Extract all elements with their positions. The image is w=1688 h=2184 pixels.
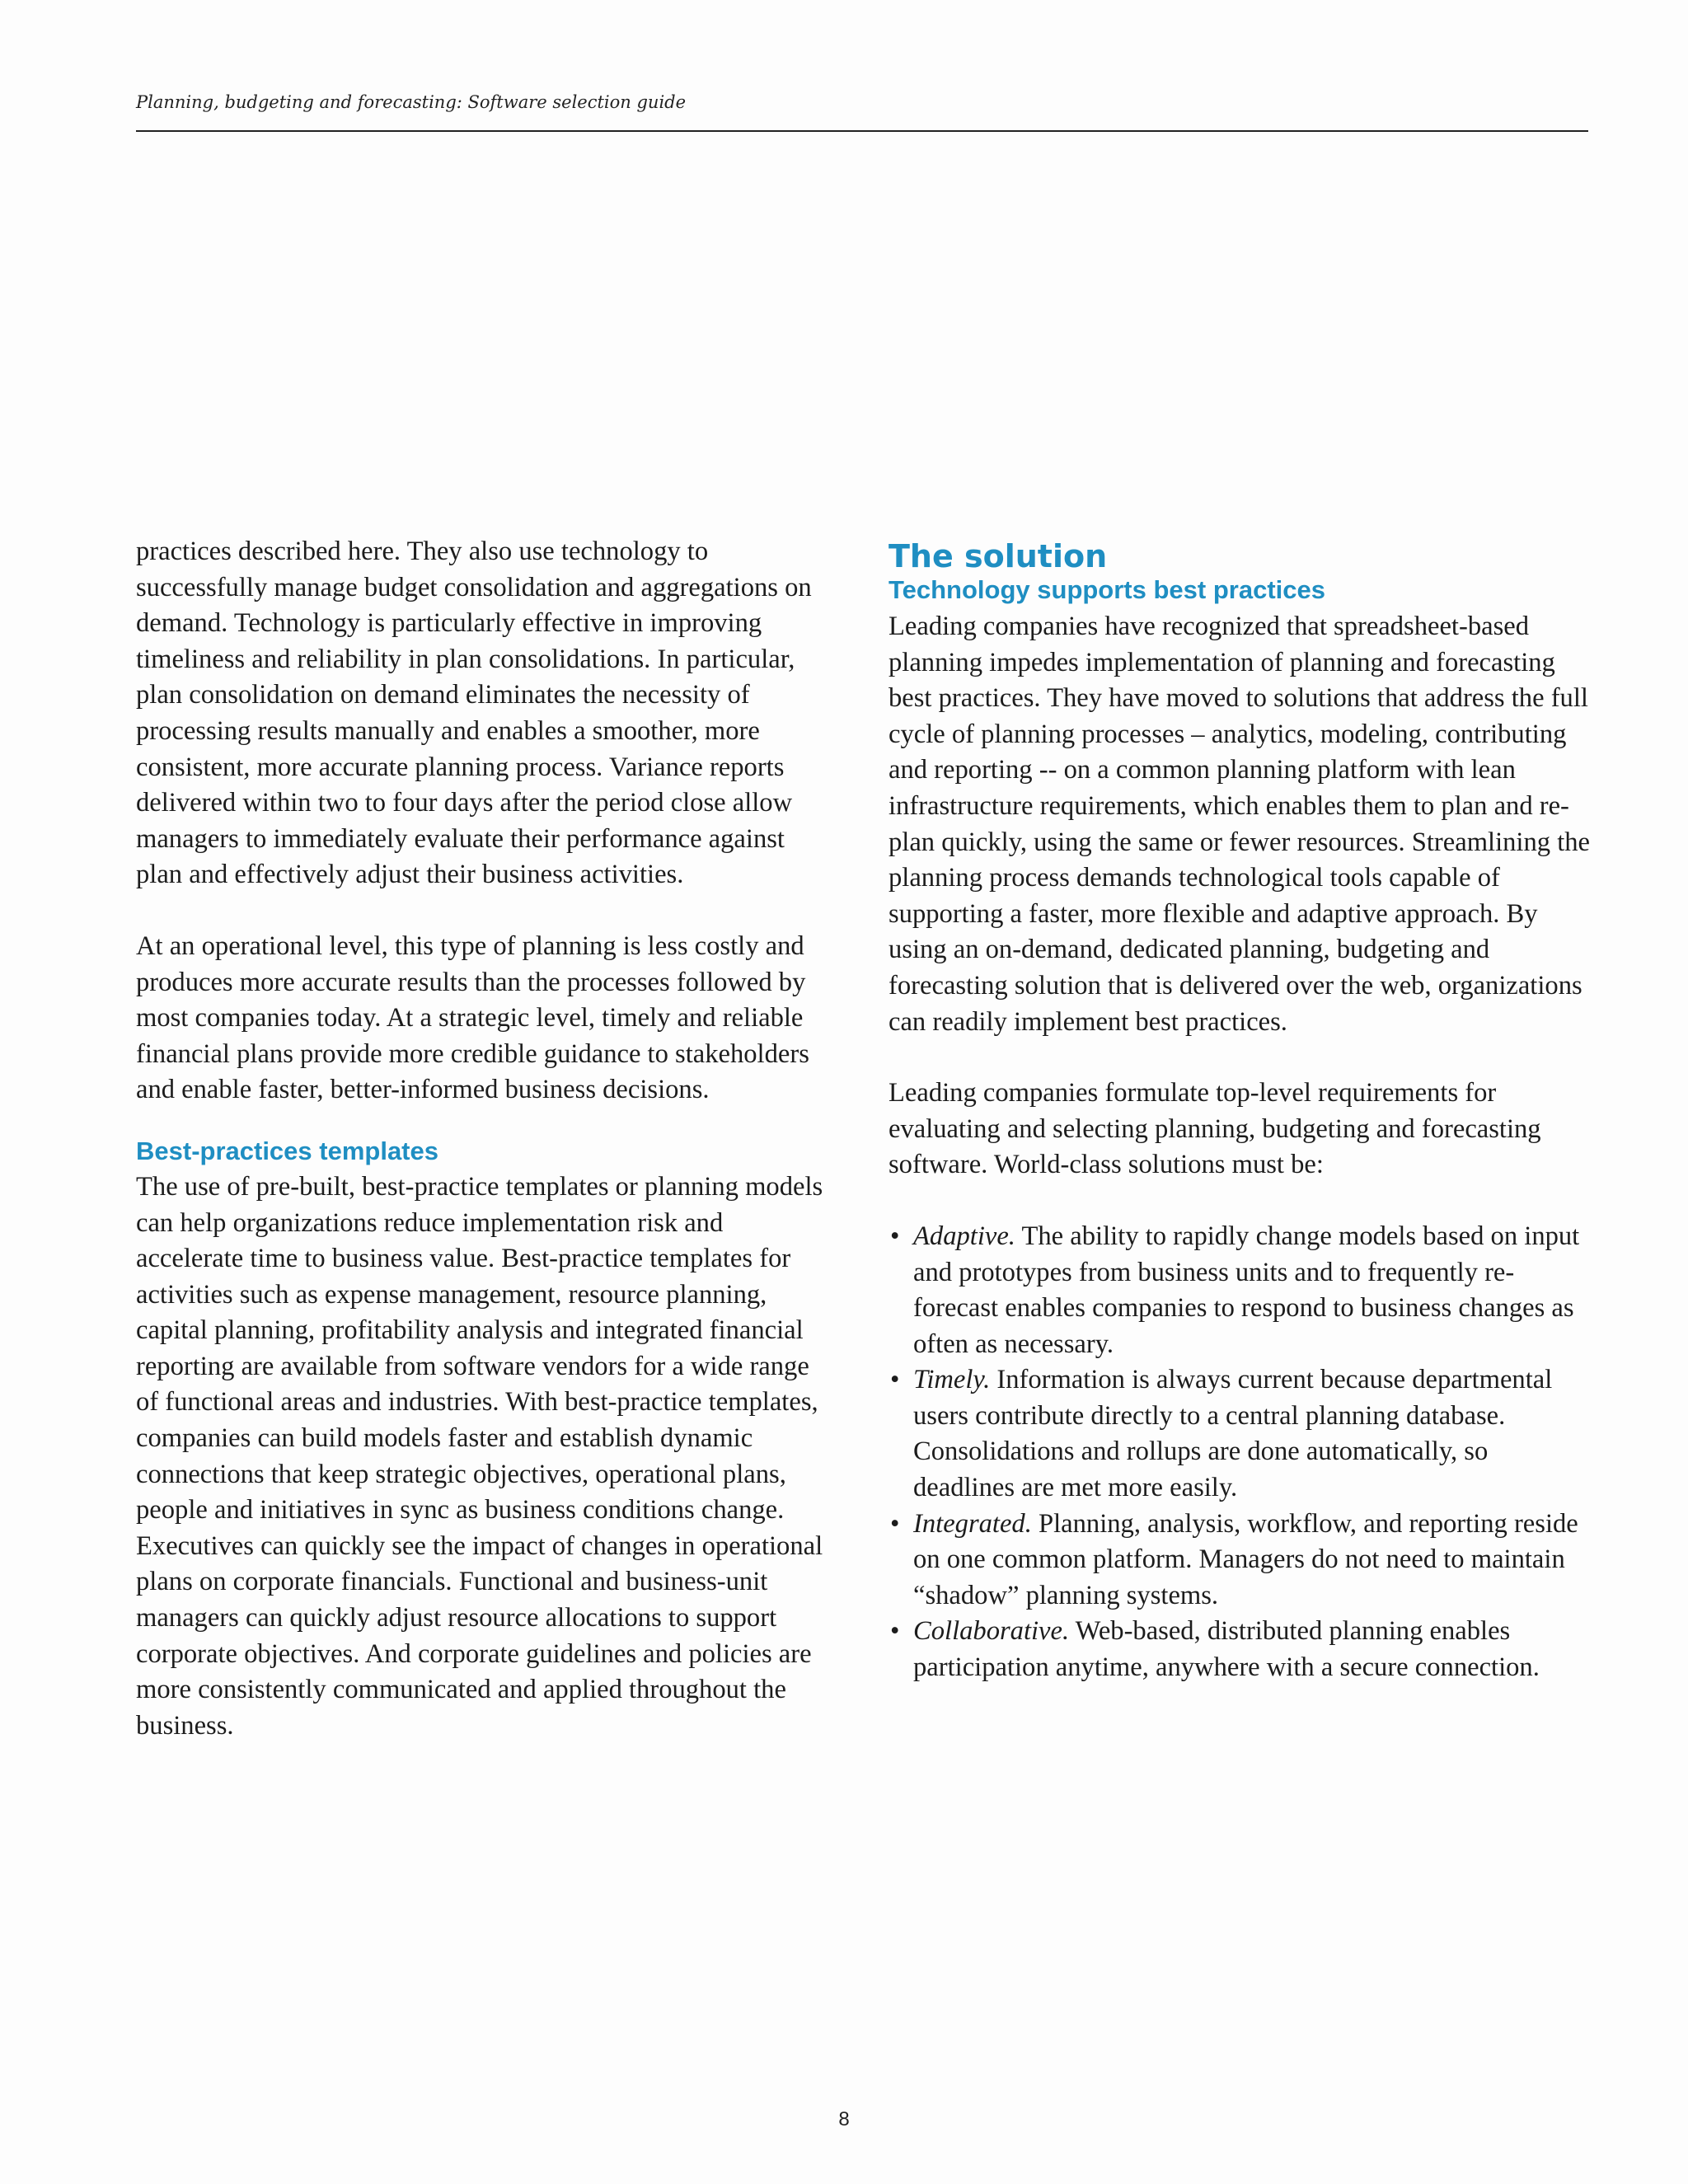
bullet-text: The ability to rapidly change models based on input and prototypes from business units and to frequently re-forecast enables companies to respond to business changes as often as necessary. <box>913 1221 1580 1359</box>
left-paragraph-1: practices described here. They also use technology to successfully manage budget consolidation and aggregations on demand. Technology is particularly effective in improving timeliness and reliability in plan consolidations. In particular, plan consolidation on demand eliminates the necessity of processing results manually and enables a smoother, more consistent, more accurate planning process. Variance reports delivered within two to four days after the period close allow managers to immediately evaluate their performance against plan and effectively adjust their business activities. <box>136 537 812 890</box>
solution-heading: The solution <box>889 538 1108 574</box>
right-paragraph-2: Leading companies formulate top-level requirements for evaluating and selecting planning, budgeting and forecasting software. World-class solutions must be: <box>889 1078 1541 1180</box>
list-item <box>889 1614 1591 1685</box>
page-number: 8 <box>838 2108 850 2130</box>
bullet-term: Adaptive. <box>913 1221 1015 1251</box>
list-item <box>889 1362 1591 1506</box>
bullet-term: Timely. <box>913 1365 991 1395</box>
header-divider <box>136 130 1588 132</box>
bullet-term: Collaborative. <box>913 1616 1070 1647</box>
list-item <box>889 1219 1591 1362</box>
bullet-text: Information is always current because departmental users contribute directly to a central planning database. Consolidations and rollups are done automatically, so deadlines are met more easily. <box>913 1365 1553 1503</box>
left-paragraph-2: At an operational level, this type of planning is less costly and produces more accurate results than the processes followed by most companies today. At a strategic level, timely and reliable financial plans provide more credible guidance to stakeholders and enable faster, better-informed business decisions. <box>136 930 809 1105</box>
list-item <box>889 1507 1591 1615</box>
bullet-text: Web-based, distributed planning enables participation anytime, anywhere with a secure connection. <box>913 1616 1540 1683</box>
requirements-list <box>889 1219 1591 1686</box>
templates-paragraph: The use of pre-built, best-practice templates or planning models can help organizations reduce implementation risk and accelerate time to business value. Best-practice templates for activities such as expense management, resource planning, capital planning, profitability analysis and integrated financial reporting are available from software vendors for a wide range of functional areas and industries. With best-practice templates, companies can build models faster and establish dynamic connections that keep strategic objectives, operational plans, people and initiatives in sync as business conditions change. Executives can quickly see the impact of changes in operational plans on corporate financials. Functional and business-unit managers can quickly adjust resource allocations to support corporate objectives. And corporate guidelines and policies are more consistently communicated and applied throughout the business. <box>136 1171 823 1741</box>
solution-subheading: Technology supports best practices <box>889 575 1325 604</box>
bullet-term: Integrated. <box>913 1508 1032 1539</box>
right-paragraph-1: Leading companies have recognized that spreadsheet-based planning impedes implementation of planning and forecasting best practices. They have moved to solutions that address the full cycle of planning processes – analytics, modeling, contributing and reporting -- on a common planning platform with lean infrastructure requirements, which enables them to plan and re-plan quickly, using the same or fewer resources. Streamlining the planning process demands technological tools capable of supporting a faster, more flexible and adaptive approach. By using an on-demand, dedicated planning, budgeting and forecasting solution that is delivered over the web, organizations can readily implement best practices. <box>889 612 1591 1037</box>
left-column <box>136 534 837 1744</box>
templates-heading: Best-practices templates <box>136 1136 438 1165</box>
right-column <box>889 534 1591 1686</box>
bullet-text: Planning, analysis, workflow, and reporting reside on one common platform. Managers do not need to maintain “shadow” planning systems. <box>913 1508 1578 1610</box>
running-header: Planning, budgeting and forecasting: Software selection guide <box>136 92 687 112</box>
